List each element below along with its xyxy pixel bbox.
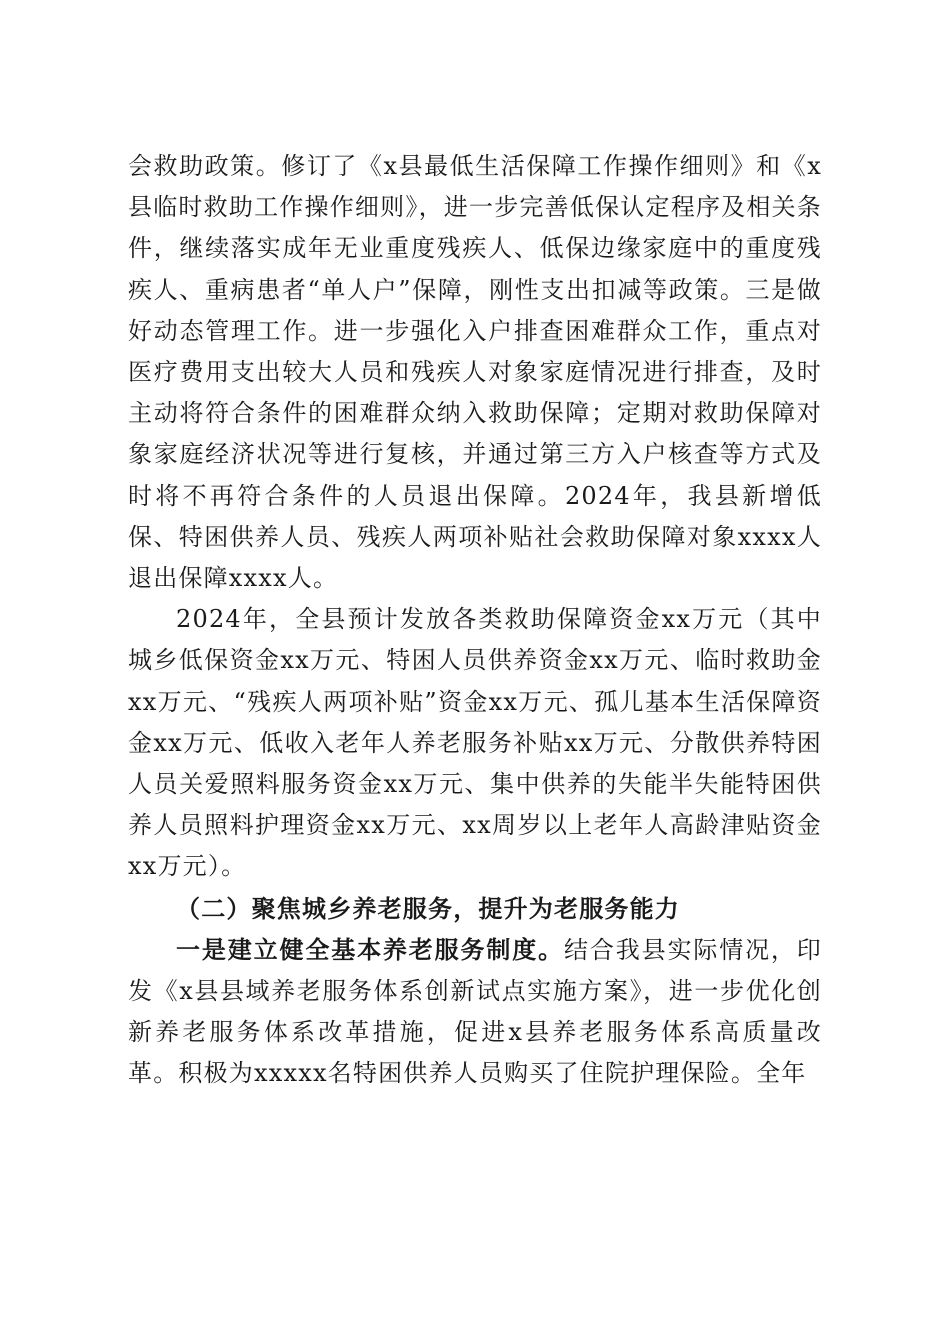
section-heading-elderly-care: （二）聚焦城乡养老服务，提升为老服务能力: [176, 893, 680, 923]
document-body: [128, 146, 822, 1095]
paragraph-body-text: 结合我县实际情况，印发《x县县域养老服务体系创新试点实施方案》，进一步优化创新养老服务体系改革措施，促进x县养老服务体系高质量改革。积极为xxxxx名特困供养人员购买了住院护理保险。全年: [128, 935, 822, 1088]
paragraph-funds-2024: 2024年，全县预计发放各类救助保障资金xx万元（其中城乡低保资金xx万元、特困人员供养资金xx万元、临时救助金xx万元、“残疾人两项补贴”资金xx万元、孤儿基本生活保障资金xx万元、低收入老年人养老服务补贴xx万元、分散供养特困人员关爱照料服务资金xx万元、集中供养的失能半失能特困供养人员照料护理资金xx万元、xx周岁以上老年人高龄津贴资金xx万元）。: [128, 605, 822, 881]
paragraph-elderly-care-system: [128, 929, 822, 1095]
paragraph-social-assistance: 会救助政策。修订了《x县最低生活保障工作操作细则》和《x县临时救助工作操作细则》，进一步完善低保认定程序及相关条件，继续落实成年无业重度残疾人、低保边缘家庭中的重度残疾人、重病患者“单人户”保障，刚性支出扣减等政策。三是做好动态管理工作。进一步强化入户排查困难群众工作，重点对医疗费用支出较大人员和残疾人对象家庭情况进行排查，及时主动将符合条件的困难群众纳入救助保障；定期对救助保障对象家庭经济状况等进行复核，并通过第三方入户核查等方式及时将不再符合条件的人员退出保障。2024年，我县新增低保、特困供养人员、残疾人两项补贴社会救助保障对象xxxx人退出保障xxxx人。: [128, 152, 822, 593]
paragraph-lead-sentence: 一是建立健全基本养老服务制度。: [176, 934, 564, 964]
